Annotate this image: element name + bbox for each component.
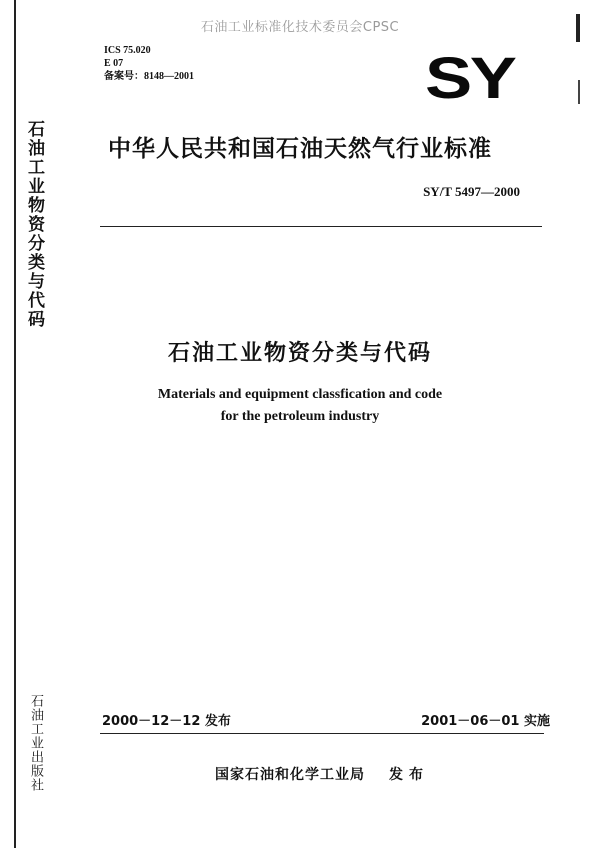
- issue-label: 发布: [389, 767, 429, 783]
- issue-date: 2000－12－12 发布: [102, 714, 231, 729]
- record-number: 备案号：8148—2001: [104, 71, 194, 82]
- document-title-cn: 石油工业物资分类与代码: [167, 341, 432, 366]
- publisher-name: 国家石油和化学工业局: [215, 767, 365, 783]
- title-en-line-1: Materials and equipment classfication and code: [157, 387, 443, 402]
- ics-code: ICS 75.020: [104, 45, 151, 56]
- header-divider: [100, 226, 542, 227]
- footer-divider: [100, 733, 544, 734]
- classification-block: [104, 44, 194, 83]
- title-en-line-2: for the petroleum industry: [220, 409, 380, 424]
- watermark: 石油工业标准化技术委员会CPSC: [200, 20, 400, 35]
- spine-title: 石油工业物资分类与代码: [24, 120, 44, 329]
- scan-mark-mid: [578, 80, 580, 104]
- standard-org-title: 中华人民共和国石油天然气行业标准: [108, 136, 492, 162]
- category-code: E 07: [104, 58, 124, 69]
- scan-mark-top: [576, 14, 580, 42]
- issuing-authority: [215, 764, 429, 784]
- standard-number: SY/T 5497—2000: [423, 184, 520, 199]
- sy-logo: SY: [425, 46, 515, 111]
- effective-date: 2001－06－01 实施: [421, 714, 550, 729]
- spine-publisher: 石油工业出版社: [28, 694, 43, 792]
- document-title-en: [0, 384, 600, 428]
